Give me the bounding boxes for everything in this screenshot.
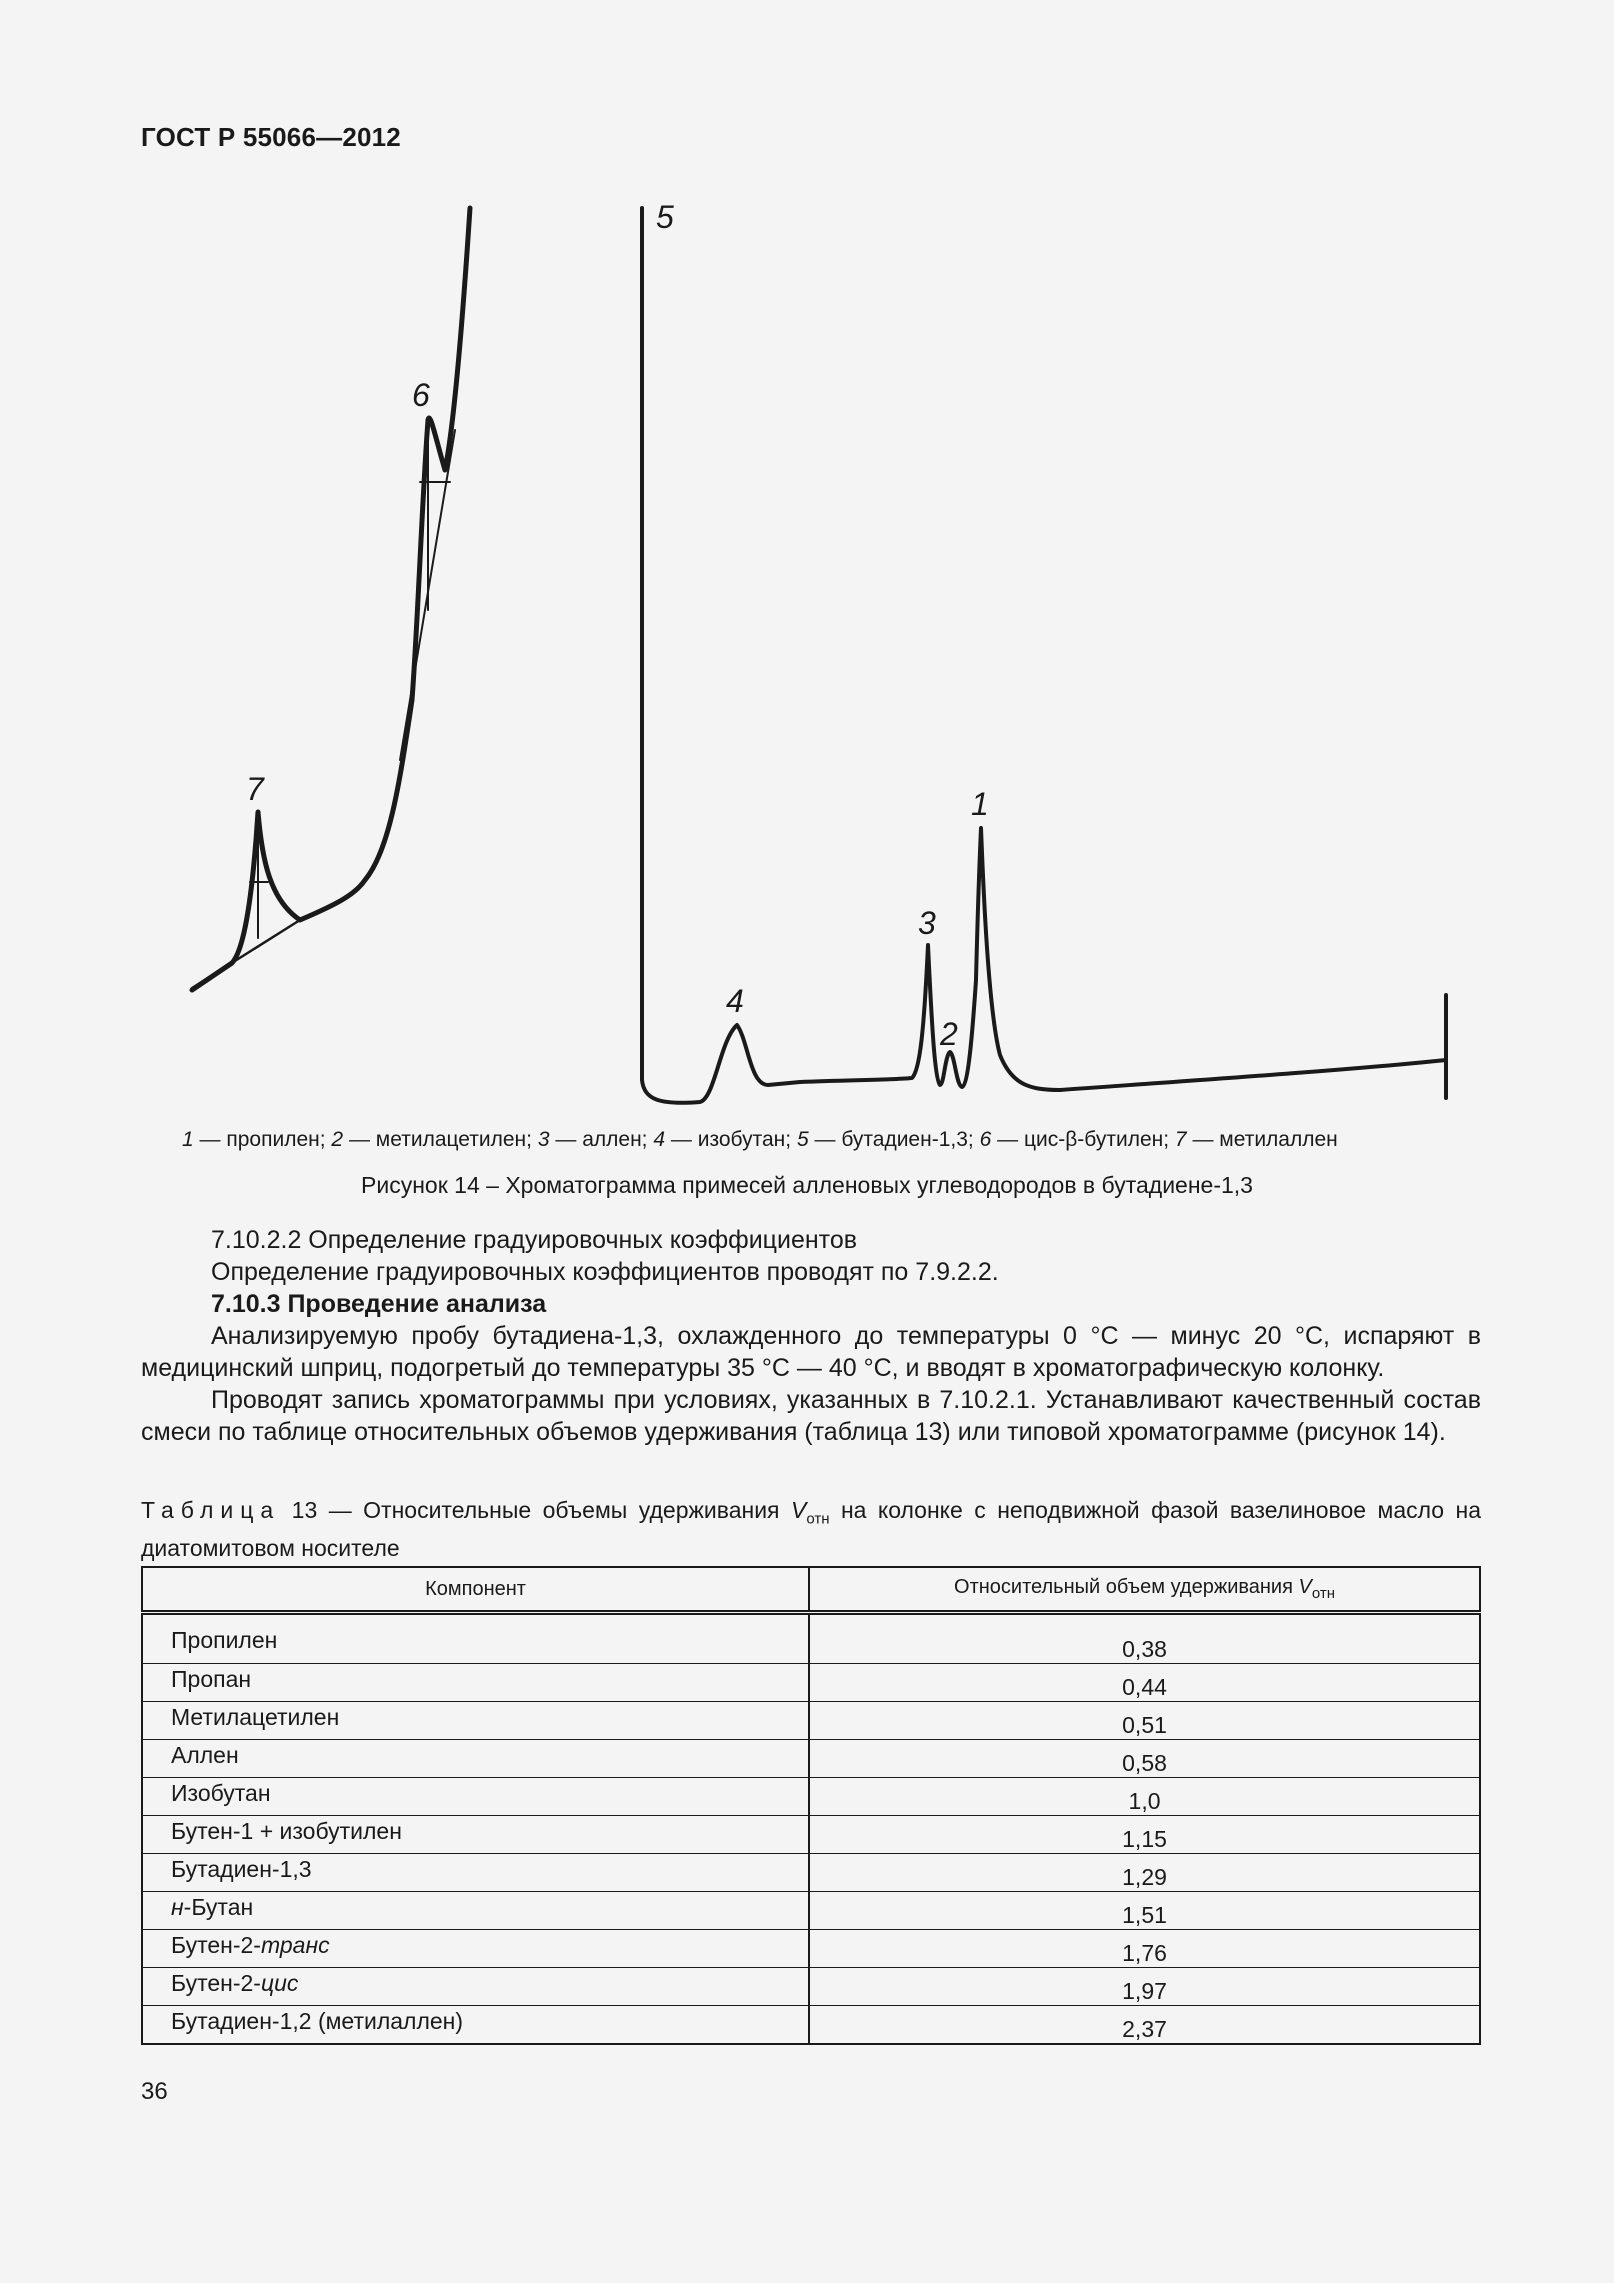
cell-component-text: Бутен-2- — [171, 1932, 261, 1958]
cell-component-italic: транс — [260, 1932, 330, 1958]
peak-label-7: 7 — [246, 771, 264, 807]
cell-component: Пропилен — [142, 1613, 809, 1664]
legend-item: метилацетилен; — [375, 1128, 532, 1151]
legend-item: аллен; — [582, 1128, 648, 1151]
cell-component: Аллен — [142, 1740, 809, 1778]
column-header-volume — [809, 1567, 1480, 1613]
cell-component: Изобутан — [142, 1778, 809, 1816]
paragraph: Проводят запись хроматограммы при условиях, указанных в 7.10.2.1. Устанавливают качественный состав смеси по таблице относительных объемов удерживания (таблица 13) или типовой хроматограмме (рисунок 14). — [141, 1386, 1481, 1446]
v-subscript: отн — [806, 1510, 830, 1528]
table-header-row — [142, 1567, 1480, 1613]
cell-component: Бутен-1 + изобутилен — [142, 1816, 809, 1854]
v-subscript: отн — [1311, 1585, 1336, 1602]
table-row — [142, 1892, 1480, 1930]
cell-component: Метилацетилен — [142, 1702, 809, 1740]
table-row — [142, 2006, 1480, 2045]
table-row — [142, 1816, 1480, 1854]
table-row — [142, 1968, 1480, 2006]
peak-label-5: 5 — [656, 199, 674, 235]
cell-value: 1,0 — [809, 1778, 1480, 1816]
page-number: 36 — [141, 2078, 168, 2105]
cell-component-text: -Бутан — [183, 1894, 254, 1920]
cell-value: 2,37 — [809, 2006, 1480, 2045]
cell-component-italic: н — [171, 1894, 184, 1920]
cell-component: Бутадиен-1,3 — [142, 1854, 809, 1892]
chromatogram-figure — [0, 0, 1614, 1140]
peak-label-1: 1 — [971, 786, 989, 822]
cell-component — [142, 1930, 809, 1968]
cell-value: 1,15 — [809, 1816, 1480, 1854]
legend-dash: — — [199, 1128, 221, 1151]
peak-label-6: 6 — [412, 377, 430, 413]
legend-item: цис-β-бутилен; — [1023, 1128, 1170, 1151]
cell-component — [142, 1968, 809, 2006]
legend-item: метилаллен — [1219, 1128, 1338, 1151]
table-title-text: 13 — Относительные объемы удерживания — [291, 1497, 780, 1523]
v-symbol: V — [790, 1497, 807, 1523]
paragraph: Анализируемую пробу бутадиена-1,3, охлажденного до температуры 0 °С — минус 20 °С, испаряют в медицинский шприц, подогретый до температуры 35 °С — 40 °С, и вводят в хроматографическую колонку. — [141, 1322, 1481, 1382]
right-chromatogram-trace — [642, 208, 1446, 1103]
table-row — [142, 1664, 1480, 1702]
legend-num: 6 — [979, 1128, 992, 1151]
table-title — [141, 1496, 1481, 1562]
table-row — [142, 1740, 1480, 1778]
legend-dash: — — [670, 1128, 692, 1151]
cell-value: 1,29 — [809, 1854, 1480, 1892]
peak-label-3: 3 — [918, 905, 936, 941]
legend-dash: — — [348, 1128, 370, 1151]
legend-item: изобутан; — [697, 1128, 792, 1151]
cell-value: 1,97 — [809, 1968, 1480, 2006]
legend-dash: — — [1192, 1128, 1214, 1151]
column-header-component: Компонент — [142, 1567, 809, 1613]
legend-item: бутадиен-1,3; — [841, 1128, 974, 1151]
cell-component — [142, 1892, 809, 1930]
cell-component-italic: цис — [260, 1970, 299, 1996]
cell-value: 1,76 — [809, 1930, 1480, 1968]
section-heading-7-10-2-2: 7.10.2.2 Определение градуировочных коэффициентов — [211, 1226, 858, 1254]
peak-label-2: 2 — [940, 1016, 958, 1052]
legend-num: 5 — [796, 1128, 809, 1151]
column-header-volume-text: Относительный объем удерживания — [954, 1576, 1293, 1598]
document-header: ГОСТ Р 55066—2012 — [141, 122, 401, 152]
legend-num: 3 — [537, 1128, 550, 1151]
body-section — [141, 1224, 1481, 1448]
legend-num: 2 — [331, 1128, 344, 1151]
cell-value: 0,58 — [809, 1740, 1480, 1778]
cell-component: Пропан — [142, 1664, 809, 1702]
table-row — [142, 1778, 1480, 1816]
table-title-word: Таблица — [141, 1497, 281, 1523]
table-title-text: на колонке с неподвижной фазой вазелиновое масло на диатомитовом носителе — [141, 1497, 1482, 1561]
legend-item: пропилен; — [226, 1128, 326, 1151]
legend-num: 1 — [182, 1128, 194, 1151]
table-row — [142, 1930, 1480, 1968]
cell-component-text: Бутен-2- — [171, 1970, 261, 1996]
table-row — [142, 1854, 1480, 1892]
cell-value: 0,38 — [809, 1613, 1480, 1664]
figure-legend — [182, 1128, 1482, 1152]
legend-num: 4 — [653, 1128, 666, 1151]
cell-value: 1,51 — [809, 1892, 1480, 1930]
v-symbol: V — [1298, 1576, 1312, 1598]
cell-component: Бутадиен-1,2 (метилаллен) — [142, 2006, 809, 2045]
table-row — [142, 1613, 1480, 1664]
paragraph: Определение градуировочных коэффициентов проводят по 7.9.2.2. — [211, 1258, 999, 1286]
cell-value: 0,44 — [809, 1664, 1480, 1702]
table-row — [142, 1702, 1480, 1740]
legend-dash: — — [997, 1128, 1019, 1151]
legend-num: 7 — [1174, 1128, 1187, 1151]
figure-caption: Рисунок 14 – Хроматограмма примесей алленовых углеводородов в бутадиене-1,3 — [361, 1172, 1253, 1198]
cell-value: 0,51 — [809, 1702, 1480, 1740]
legend-dash: — — [814, 1128, 836, 1151]
legend-dash: — — [555, 1128, 577, 1151]
section-heading-7-10-3: 7.10.3 Проведение анализа — [211, 1290, 547, 1318]
retention-volume-table — [141, 1566, 1481, 2045]
peak-label-4: 4 — [726, 983, 744, 1019]
